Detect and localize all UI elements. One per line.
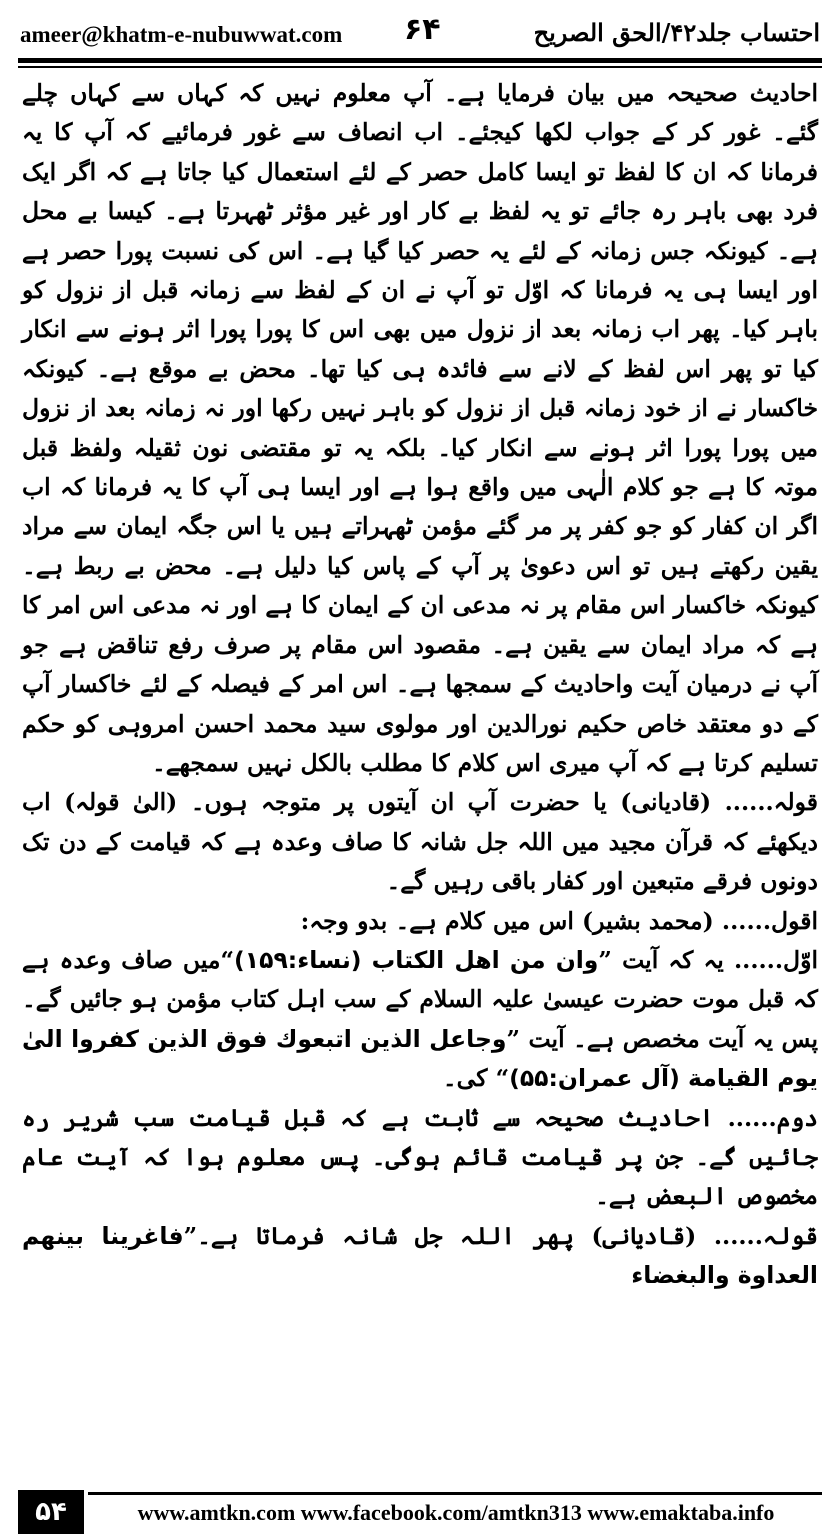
header-rule-thin [18,66,822,68]
paragraph-qaul-2 [22,1217,818,1296]
page-footer [18,1492,822,1536]
label-qaul: قولہ...... [724,788,818,817]
label-aqool: اقول...... [721,906,818,935]
label-qaul-2: قولہ...... [713,1221,818,1250]
awwal-text-3: “ کی۔ [442,1064,510,1093]
label-awwal: اوّل...... [733,945,818,974]
paragraph-qaul-1 [22,783,818,901]
footer-links[interactable]: www.amtkn.com www.facebook.com/amtkn313 www.emaktaba.info [137,1500,775,1525]
aqool-text: (محمد بشیر) اس میں کلام ہے۔ بدو وجہ: [300,906,714,935]
paragraph-awwal [22,941,818,1099]
header-title: احتساب جلد۴۲/الحق الصریح [533,18,820,47]
label-doum: دوم...... [727,1103,818,1132]
page-body [22,74,818,1296]
qaul-2-text: (قادیانی) پھر اللہ جل شانہ فرماتا ہے۔” [183,1221,697,1250]
qaul-1-text: (قادیانی) یا حضرت آپ ان آیتوں پر متوجہ ہوں۔ (الیٰ قولہ) اب دیکھئے کہ قرآن مجید میں اللہ جل شانہ کا صاف وعدہ ہے کہ قیامت کے دن تک دونوں فرقے متبعین اور کفار باقی رہیں گے۔ [22,788,818,896]
footer-rule [88,1492,822,1495]
awwal-text-1: یہ کہ آیت ” [598,945,724,974]
header-rule-thick [18,58,822,63]
page-header [18,8,822,58]
ayah-al-imran: وجاعل الذين اتبعوك فوق الذين كفروا الىٰ يوم القيامة (آل عمران:۵۵) [22,1024,818,1093]
ayah-fa-aghraina: فاغرينا بينهم العداوة والبغضاء [22,1221,818,1290]
paragraph-main: احادیث صحیحہ میں بیان فرمایا ہے۔ آپ معلوم نہیں کہ کہاں سے کہاں چلے گئے۔ غور کر کے جواب لکھا کیجئے۔ اب انصاف سے غور فرمائیے کہ آپ کا یہ فرمانا کہ ان کا لفظ تو ایسا کامل حصر کے لئے استعمال کیا جاتا ہے کہ اگر ایک فرد بھی باہر رہ جائے تو یہ لفظ بے کار اور غیر مؤثر ٹھہرتا ہے۔ کیسا بے محل ہے۔ کیونکہ جس زمانہ کے لئے یہ حصر کیا گیا ہے۔ اس کی نسبت پورا حصر ہے اور ایسا ہی یہ فرمانا کہ اوّل تو آپ نے ان کے لفظ سے زمانہ قبل از نزول کو باہر کیا۔ پھر اب زمانہ بعد از نزول میں بھی اس کا پورا پورا اثر ہونے سے انکار کیا تو پھر اس لفظ کے لانے سے فائدہ ہی کیا تھا۔ محض بے موقع ہے۔ کیونکہ خاکسار نے از خود زمانہ قبل از نزول کو باہر نہیں رکھا اور نہ زمانہ بعد از نزول میں پورا پورا اثر ہونے سے انکار کیا۔ بلکہ یہ تو مقتضی نون ثقیلہ ولفظ قبل موتہ کا ہے جو کلام الٰہی میں واقع ہوا ہے اور ایسا ہی آپ کا یہ فرمانا کہ اب اگر ان کفار کو جو کفر پر مر گئے مؤمن ٹھہراتے ہیں یا اس جگہ ایمان سے مراد یقین رکھتے ہیں تو اس دعویٰ پر آپ کے پاس کیا دلیل ہے۔ محض بے ربط ہے۔ کیونکہ خاکسار اس مقام پر نہ مدعی ان کے ایمان کا ہے اور نہ مدعی اس امر کا ہے کہ مراد ایمان سے یقین ہے۔ مقصود اس مقام پر صرف رفع تناقض ہے جو آپ نے درمیان آیت واحادیث کے سمجھا ہے۔ اس امر کے فیصلہ کے لئے خاکسار آپ کے دو معتقد خاص حکیم نورالدین اور مولوی سید محمد احسن امروہی کو حکم تسلیم کرتا ہے کہ آپ میری اس کلام کا مطلب بالکل نہیں سمجھے۔ [22,79,818,777]
paragraph-aqool [22,902,818,941]
ayah-nisa: وان من اهل الكتاب (نساء:۱۵۹) [234,945,599,974]
paragraph-doum [22,1099,818,1217]
doum-text: احادیث صحیحہ سے ثابت ہے کہ قبل قیامت سب شریر رہ جائیں گے۔ جن پر قیامت قائم ہوگی۔ پس معلوم ہوا کہ آیت عام مخصوص البعض ہے۔ [22,1103,818,1211]
header-page-number: ۶۴ [404,12,441,47]
awwal-text-2: “میں صاف وعدہ ہے کہ قبل موت حضرت عیسیٰ علیہ السلام کے سب اہل کتاب مؤمن ہو جائیں گے۔ پس یہ آیت مخصص ہے۔ آیت ” [22,945,818,1053]
header-email: ameer@khatm-e-nubuwwat.com [20,22,343,47]
footer-page-number: ۵۴ [18,1490,84,1534]
